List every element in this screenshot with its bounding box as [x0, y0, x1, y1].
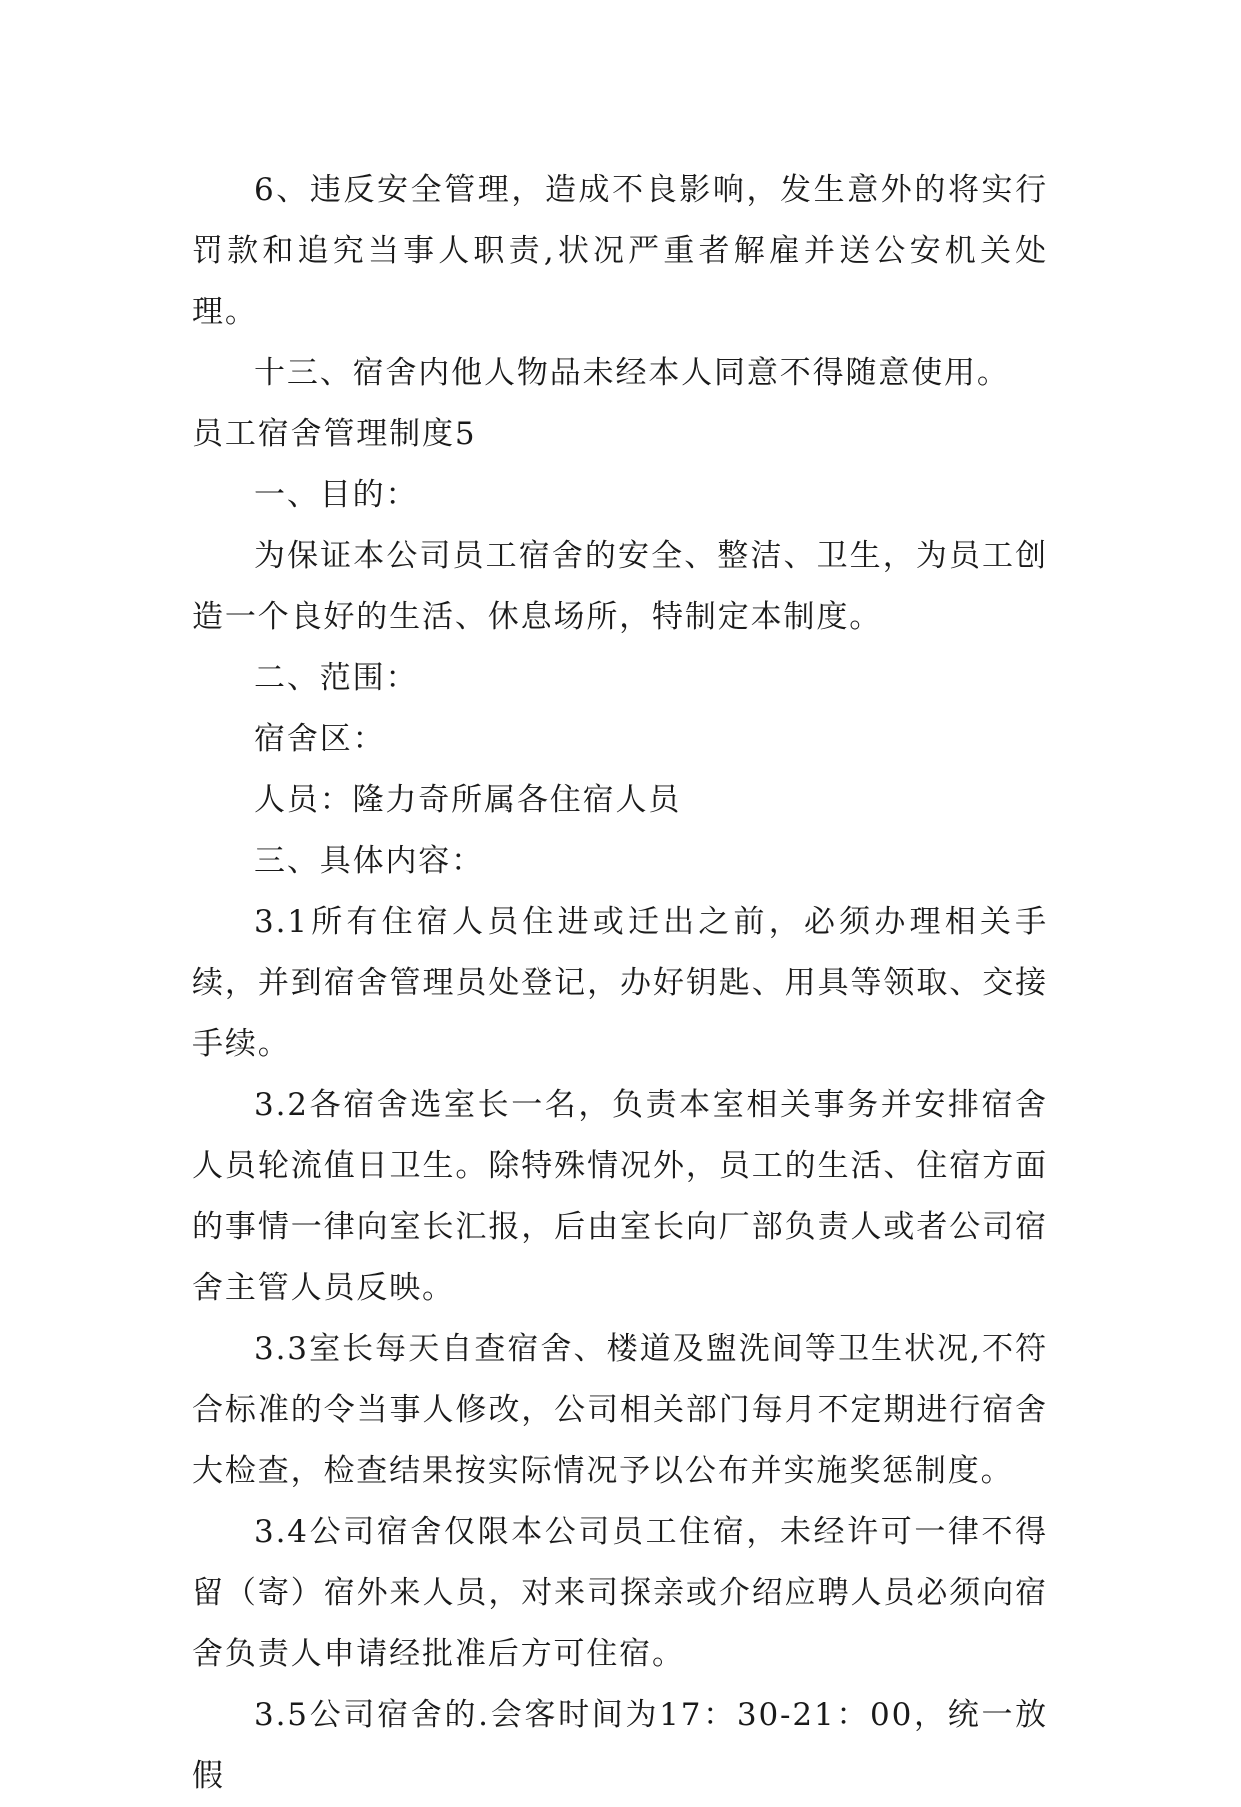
paragraph-rule-6: 6、违反安全管理，造成不良影响，发生意外的将实行罚款和追究当事人职责,状况严重者解雇并送公安机关处理。: [192, 172, 1048, 330]
clause-3-4: 3.4公司宿舍仅限本公司员工住宿，未经许可一律不得留（寄）宿外来人员，对来司探亲或介绍应聘人员必须向宿舍负责人申请经批准后方可住宿。: [192, 1514, 1048, 1672]
scope-personnel: 人员：隆力奇所属各住宿人员: [254, 782, 682, 818]
clause-3-2: 3.2各宿舍选室长一名，负责本室相关事务并安排宿舍人员轮流值日卫生。除特殊情况外，员工的生活、住宿方面的事情一律向室长汇报，后由室长向厂部负责人或者公司宿舍主管人员反映。: [192, 1087, 1048, 1306]
heading-content: 三、具体内容：: [254, 843, 485, 879]
clause-3-1: 3.1所有住宿人员住进或迁出之前，必须办理相关手续，并到宿舍管理员处登记，办好钥匙、用具等领取、交接手续。: [192, 904, 1048, 1062]
heading-scope: 二、范围：: [254, 660, 419, 696]
scope-area: 宿舍区：: [254, 721, 386, 757]
heading-purpose: 一、目的：: [254, 477, 419, 513]
document-body: [192, 160, 1048, 1807]
paragraph-purpose: 为保证本公司员工宿舍的安全、整洁、卫生，为员工创造一个良好的生活、休息场所，特制定本制度。: [192, 538, 1048, 635]
clause-3-3: 3.3室长每天自查宿舍、楼道及盥洗间等卫生状况,不符合标准的令当事人修改，公司相关部门每月不定期进行宿舍大检查，检查结果按实际情况予以公布并实施奖惩制度。: [192, 1331, 1048, 1489]
section-title: 员工宿舍管理制度5: [192, 416, 477, 452]
paragraph-rule-13: 十三、宿舍内他人物品未经本人同意不得随意使用。: [254, 355, 1010, 391]
clause-3-5: 3.5公司宿舍的.会客时间为17：30-21：00，统一放假: [192, 1697, 1048, 1794]
